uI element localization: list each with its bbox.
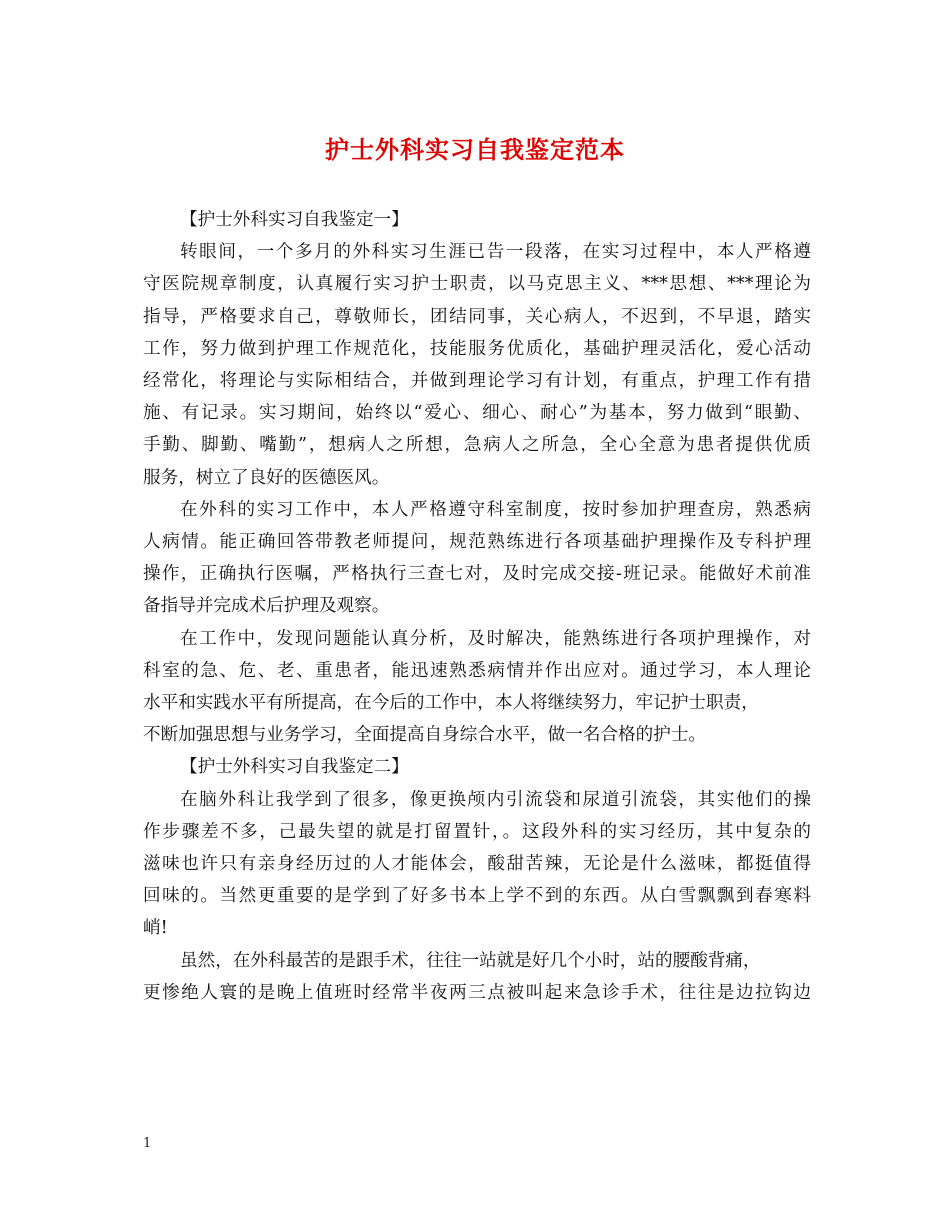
paragraph-line: 经常化，将理论与实际相结合，并做到理论学习有计划，有重点，护理工作有措 — [143, 371, 811, 392]
paragraph-line: 人病情。能正确回答带教老师提问，规范熟练进行各项基础护理操作及专科护理 — [143, 532, 811, 553]
paragraph-line: 水平和实践水平有所提高，在今后的工作中，本人将继续努力，牢记护士职责， — [143, 693, 759, 714]
paragraph-line: 守医院规章制度，认真履行实习护士职责，以马克思主义、***思想、***理论为 — [143, 274, 811, 295]
paragraph-line: 在脑外科让我学到了很多，像更换颅内引流袋和尿道引流袋，其实他们的操 — [180, 789, 811, 810]
document-title: 护士外科实习自我鉴定范本 — [325, 135, 625, 164]
paragraph-line: 滋味也许只有亲身经历过的人才能体会，酸甜苦辣，无论是什么滋味，都挺值得 — [143, 854, 811, 875]
paragraph-line: 科室的急、危、老、重患者，能迅速熟悉病情并作出应对。通过学习，本人理论 — [143, 660, 811, 681]
paragraph-line: 备指导并完成术后护理及观察。 — [143, 596, 390, 617]
document-body — [143, 204, 811, 1009]
paragraph-line: 工作，努力做到护理工作规范化，技能服务优质化，基础护理灵活化，爱心活动 — [143, 338, 811, 359]
paragraph-line: 转眼间，一个多月的外科实习生涯已告一段落，在实习过程中，本人严格遵 — [180, 242, 811, 263]
paragraph-line: 虽然，在外科最苦的是跟手术，往往一站就是好几个小时，站的腰酸背痛， — [180, 950, 761, 971]
paragraph-line: 手勤、脚勤、嘴勤”，想病人之所想，急病人之所急，全心全意为患者提供优质 — [143, 435, 811, 456]
paragraph-line: 峭! — [143, 918, 168, 939]
paragraph-line: 指导，严格要求自己，尊敬师长，团结同事，关心病人，不迟到，不早退，踏实 — [143, 306, 811, 327]
paragraph-line: 作步骤差不多，己最失望的就是打留置针，。这段外科的实习经历，其中复杂的 — [143, 821, 811, 842]
paragraph-line: 施、有记录。实习期间，始终以“爱心、细心、耐心”为基本，努力做到“眼勤、 — [143, 403, 811, 424]
page-number: 1 — [143, 1136, 152, 1151]
paragraph-line: 更惨绝人寰的是晚上值班时经常半夜两三点被叫起来急诊手术，往往是边拉钩边 — [143, 982, 811, 1003]
paragraph-line: 服务，树立了良好的医德医风。 — [143, 467, 390, 488]
section-heading-2: 【护士外科实习自我鉴定二】 — [180, 757, 409, 778]
paragraph-line: 在工作中，发现问题能认真分析，及时解决，能熟练进行各项护理操作，对 — [180, 628, 811, 649]
paragraph-line: 不断加强思想与业务学习，全面提高自身综合水平，做一名合格的护士。 — [143, 725, 707, 746]
paragraph-line: 操作，正确执行医嘱，严格执行三查七对，及时完成交接-班记录。能做好术前准 — [143, 564, 811, 585]
paragraph-line: 在外科的实习工作中，本人严格遵守科室制度，按时参加护理查房，熟悉病 — [180, 499, 811, 520]
section-heading-1: 【护士外科实习自我鉴定一】 — [180, 210, 409, 230]
paragraph-line: 回味的。当然更重要的是学到了好多书本上学不到的东西。从白雪飘飘到春寒料 — [143, 886, 811, 907]
